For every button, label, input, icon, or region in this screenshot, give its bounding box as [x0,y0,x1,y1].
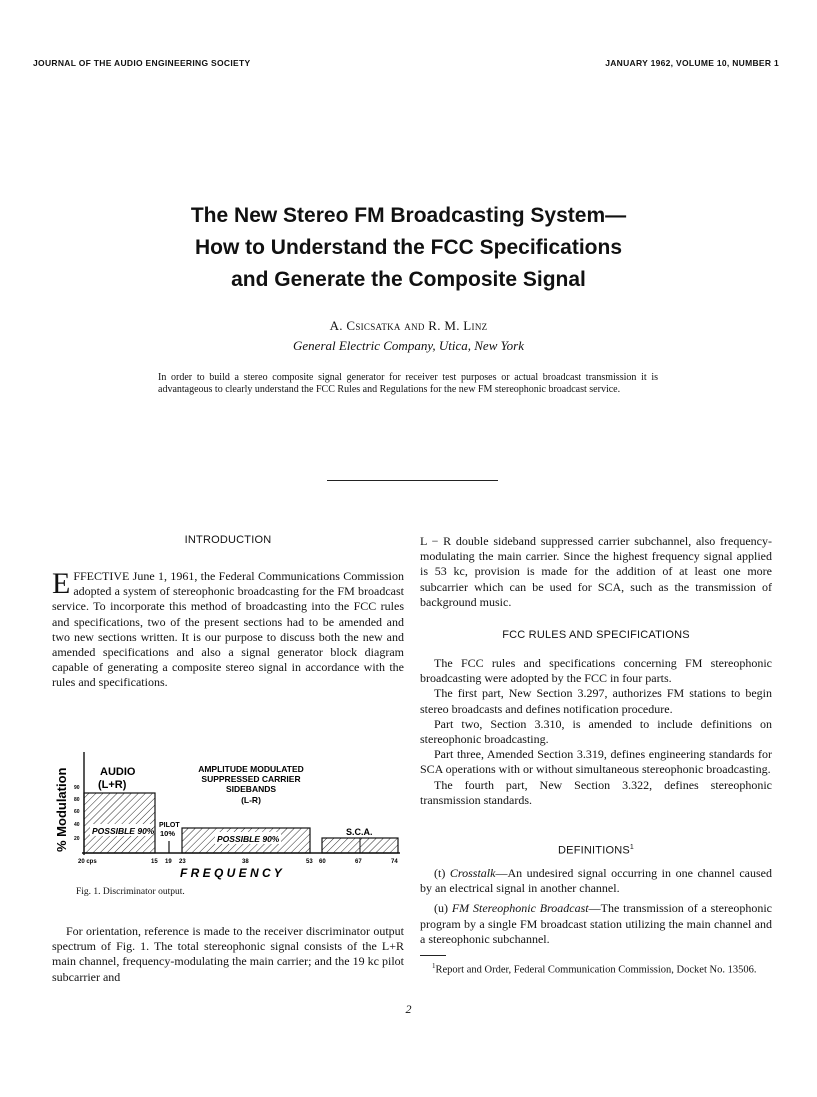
footnote-rule [420,955,446,956]
xtick-60: 60 [319,859,326,865]
label-pilot-pct: 10% [160,829,176,838]
page-number: 2 [405,1002,412,1016]
title-line-2: How to Understand the FCC Specifications [194,236,623,259]
ytick-80: 80 [74,797,80,803]
heading-introduction: INTRODUCTION [184,534,272,546]
ytick-40: 40 [74,822,80,828]
authors [0,318,817,334]
fcc-para-1: The FCC rules and specifications concerning FM stereophonic broadcasting were adopted by the FCC in four parts. [420,656,772,686]
definition-u-label: (u) [434,901,452,916]
fcc-para-4: Part three, Amended Section 3.319, defines engineering standards for SCA operations with or without simultaneous stereophonic broadcasting. [420,747,772,777]
right-text-continued: L − R double sideband suppressed carrier subchannel, also frequency-modulating the main carrier. Since the highest frequency signal applied is 53 kc, provision is made for the addition of at least one more subcarrier which can be used for SCA, such as the transmission of background music. [420,534,772,609]
label-am-4: (L-R) [241,795,261,805]
label-possible-1: POSSIBLE 90% [92,826,155,836]
definitions-list [420,866,772,947]
heading-fcc-rules: FCC RULES AND SPECIFICATIONS [502,629,690,641]
affiliation: General Electric Company, Utica, New York [293,338,524,353]
figure-xlabel: F R E Q U E N C Y [180,866,282,880]
bar-audio-l-plus-r [84,793,155,853]
fcc-para-5: The fourth part, New Section 3.322, defines stereophonic transmission standards. [420,777,772,807]
running-head-issue: JANUARY 1962, VOLUME 10, NUMBER 1 [605,58,779,68]
ytick-90: 90 [74,785,80,791]
xtick-74: 74 [391,859,398,865]
intro-text-2: For orientation, reference is made to the receiver discriminator output spectrum of Fig. 1. The total stereophonic signal consists of the L+R main channel, frequency-modulating the main carrier; and the 19 kc pilot subcarrier and [52,924,404,984]
figure-caption: Fig. 1. Discriminator output. [76,887,185,897]
label-am-3: SIDEBANDS [225,784,277,794]
footnote-text: Report and Order, Federal Communication Commission, Docket No. 13506. [435,964,757,976]
xtick-20cps: 20 cps [78,859,97,865]
label-audio-sub: (L+R) [98,779,127,791]
author-and: and [404,318,425,333]
fcc-paragraphs [420,656,772,808]
xtick-53: 53 [306,859,313,865]
title-line-1: The New Stereo FM Broadcasting System— [190,204,627,227]
label-audio: AUDIO [100,766,136,778]
title-line-3: and Generate the Composite Signal [231,268,586,291]
label-possible-2: POSSIBLE 90% [217,834,280,844]
label-pilot: PILOT [159,822,180,829]
fcc-para-3: Part two, Section 3.310, is amended to include definitions on stereophonic broadcasting. [420,716,772,747]
fcc-para-2: The first part, New Section 3.297, authorizes FM stations to begin stereo broadcasts and defines notification procedure. [420,686,772,716]
intro-paragraph-1 [52,569,404,691]
definitions-footnote-ref: 1 [629,844,634,851]
definitions-title: DEFINITIONS [558,844,630,857]
definition-u-text: —The transmission of a stereophonic program by a single FM broadcast station utilizing the main channel and a stereophonic subchannel. [420,901,772,946]
author-2: R. M. Linz [428,318,488,333]
xtick-23: 23 [179,859,186,865]
article-title [0,200,817,296]
label-am-2: SUPPRESSED CARRIER [201,774,301,784]
figure-discriminator-output [52,752,404,884]
intro-paragraph-2 [52,924,404,985]
figure-ylabel: % Modulation [54,767,69,852]
author-1: A. Csicsatka [329,318,401,333]
xtick-19: 19 [165,859,172,865]
xtick-38: 38 [242,859,249,865]
definition-u-term: FM Stereophonic Broadcast [451,901,589,916]
running-head-journal: JOURNAL OF THE AUDIO ENGINEERING SOCIETY [33,58,251,68]
definition-u [420,901,772,947]
label-am-1: AMPLITUDE MODULATED [198,764,304,774]
footnote-mark: 1 [432,962,436,970]
heading-definitions [420,844,772,857]
abstract: In order to build a stereo composite signal generator for receiver test purposes or actual broadcast transmission it is advantageous to clearly understand the FCC Rules and Regulations for the new FM stereophonic broadcast service. [158,372,658,395]
drop-cap: E [52,567,71,600]
definition-t-label: (t) [434,866,450,880]
xtick-67: 67 [355,859,362,865]
label-sca: S.C.A. [346,827,373,837]
footnote [420,960,772,977]
ytick-20: 20 [74,836,80,842]
intro-text-1: FFECTIVE June 1, 1961, the Federal Communications Commission adopted a system of stereophonic broadcasting for the FM broadcast service. To incorporate this method of broadcasting into the FCC rules and specifications, two of the present sections had to be amended and two new sections written. It is our purpose to discuss both the new and amended specifications and also a signal generator block diagram capable of generating a composite stereo signal in accordance with the rules and specifications. [52,569,404,690]
right-paragraph-continued [420,534,772,610]
divider-rule [327,480,498,481]
definition-t-term: Crosstalk [449,866,496,880]
definition-t [420,866,772,896]
xtick-15: 15 [151,859,158,865]
definition-t-text: —An undesired signal occurring in one channel caused by an electrical signal in another channel. [420,866,772,896]
ytick-60: 60 [74,809,80,815]
